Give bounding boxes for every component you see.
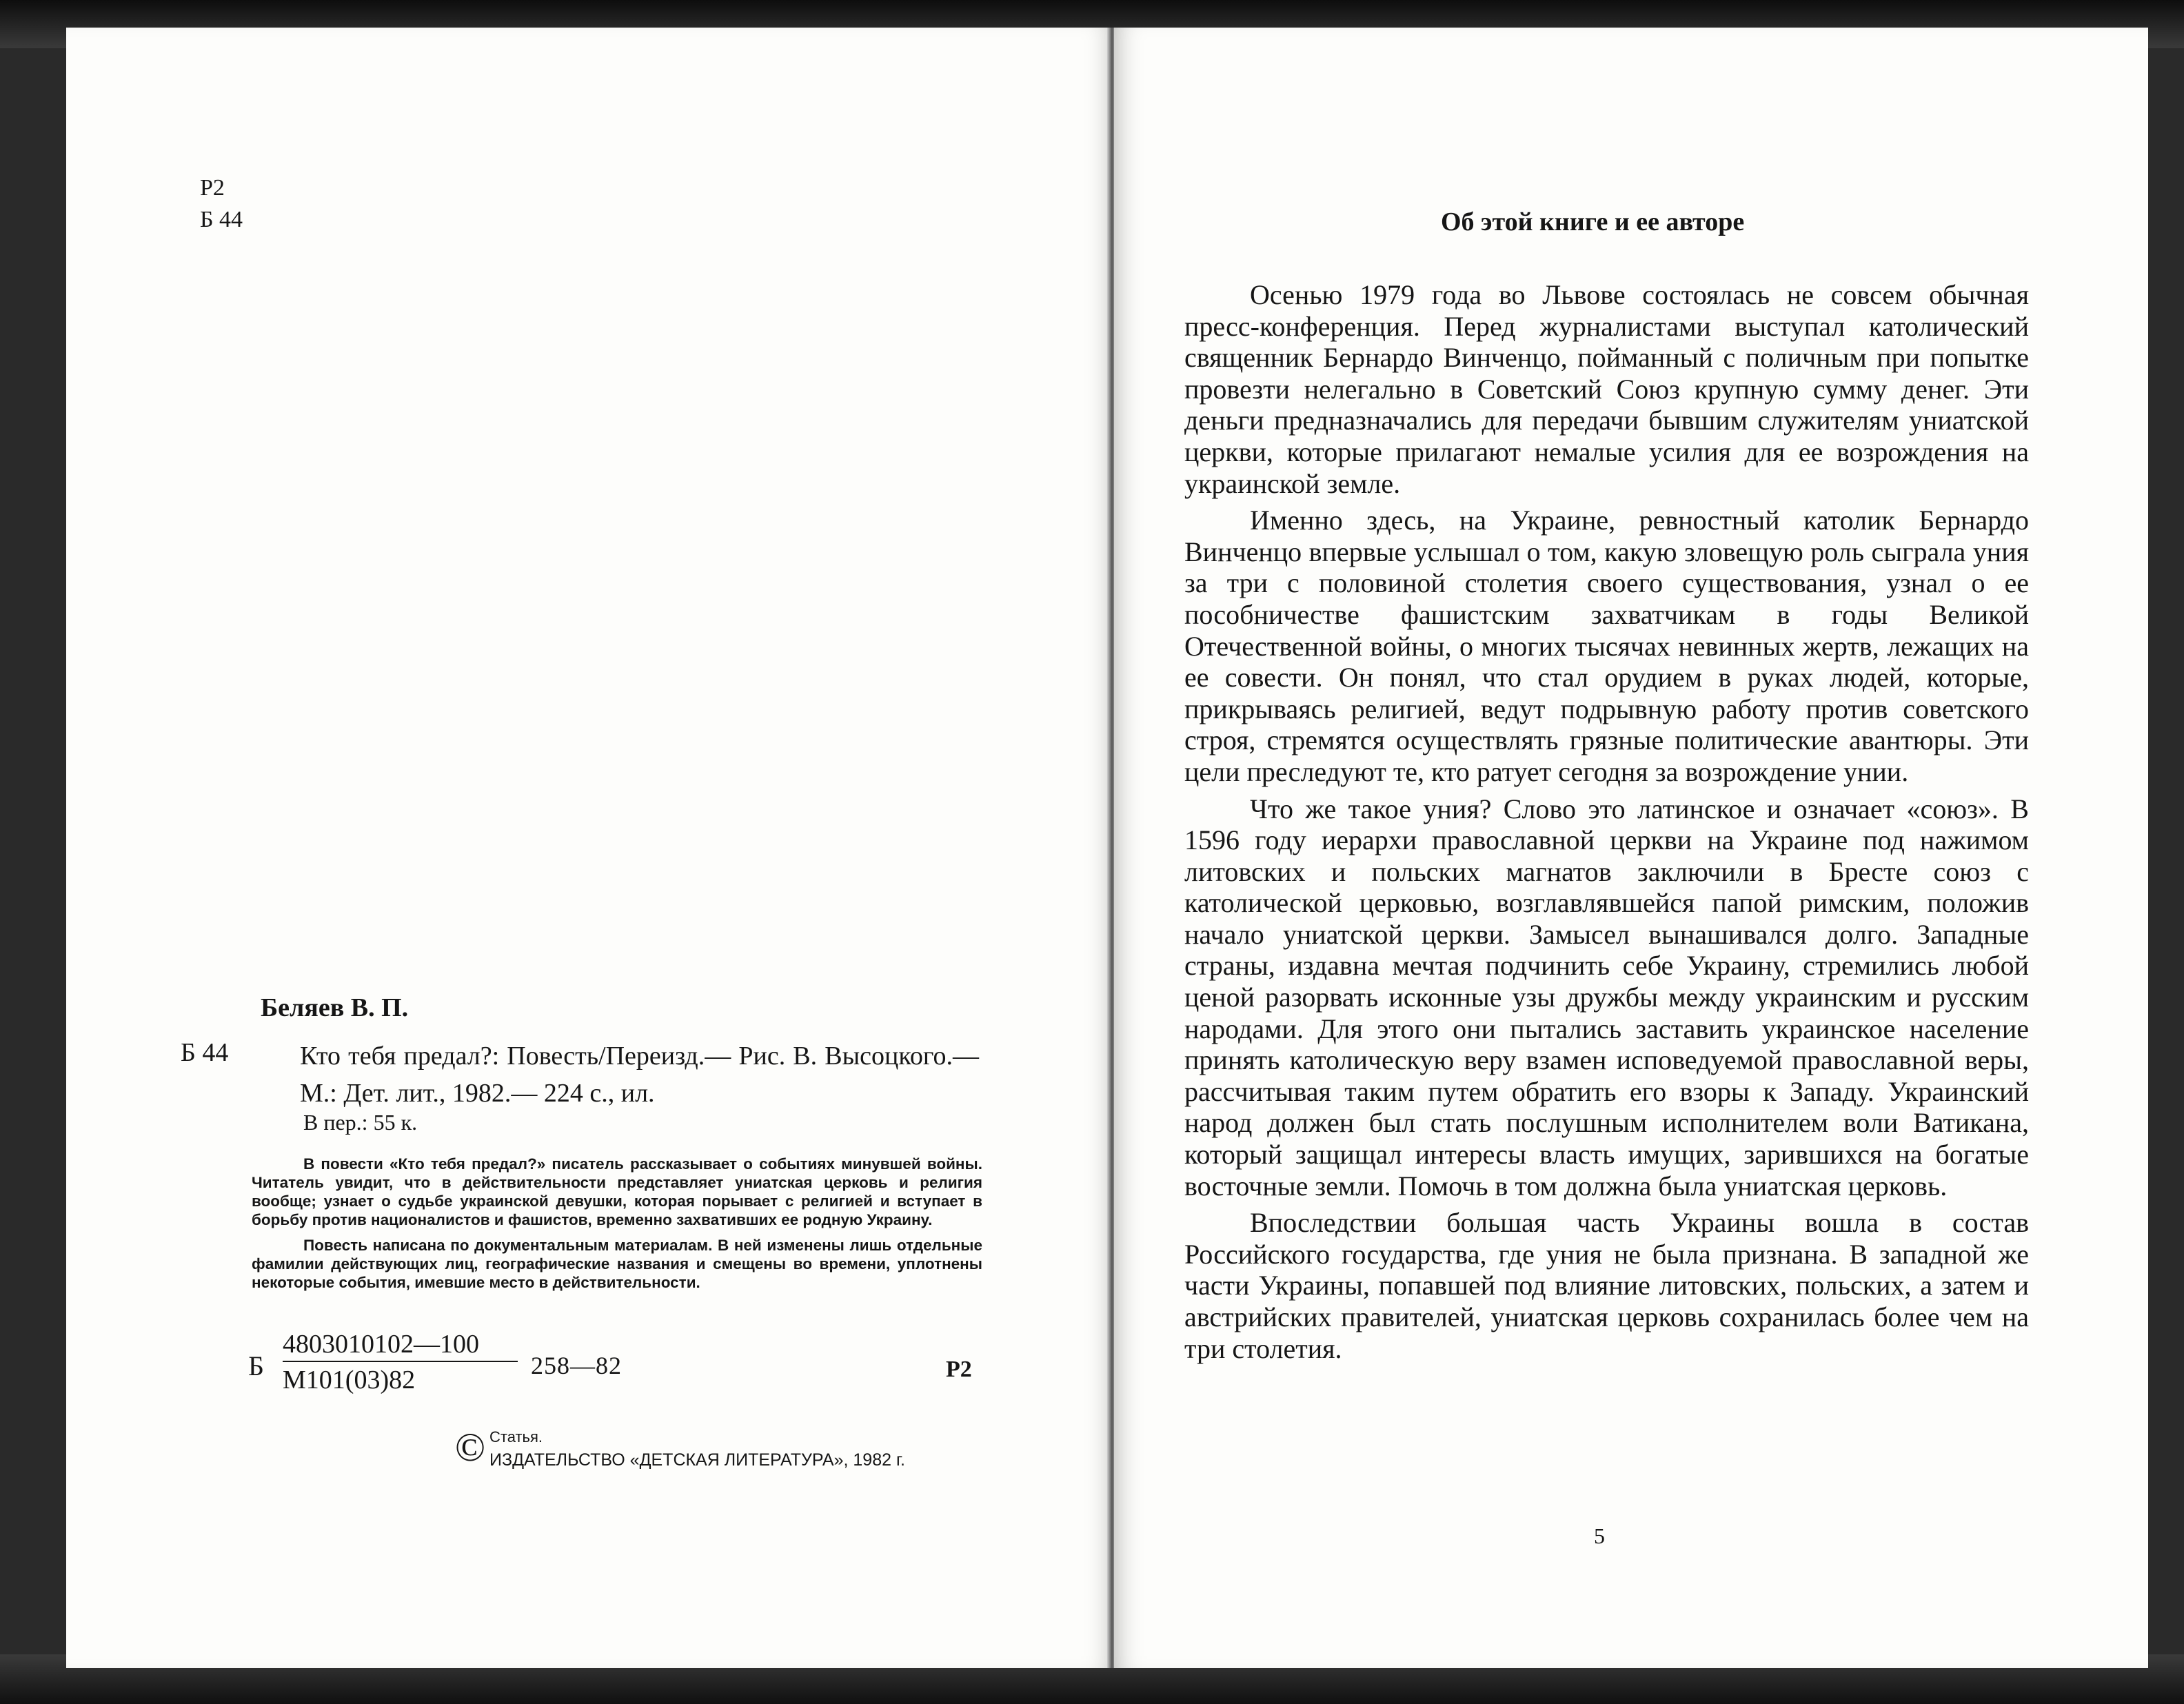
binding-price: В пер.: 55 к. (303, 1110, 418, 1135)
body-paragraph: Впоследствии большая часть Украины вошла в состав Российского государства, где уния не была признана. В западной же части Украины, попавшей под влияние литовских, польских, а затем и австрийских правителей, униатская церковь сохранилась более чем на три столетия. (1184, 1207, 2029, 1364)
copyright-publisher: ИЗДАТЕЛЬСТВО «ДЕТСКАЯ ЛИТЕРАТУРА», 1982 г. (489, 1450, 905, 1470)
formula-class: Р2 (946, 1357, 972, 1382)
left-page (66, 28, 1114, 1668)
formula-denominator: М101(03)82 (283, 1366, 416, 1394)
page-number: 5 (1594, 1523, 1605, 1548)
formula-numerator: 4803010102—100 (283, 1329, 518, 1362)
formula-fraction (283, 1329, 518, 1395)
body-paragraph: Осенью 1979 года во Львове состоялась не совсем обычная пресс-конференция. Перед журналистами выступал католический священник Бернардо Винченцо, пойманный с поличным при попытке провезти нелегально в Советский Союз крупную сумму денег. Эти деньги предназначались для передачи бывшим служителям униатской церкви, которые прилагают немалые усилия для ее возрождения на украинской земле. (1184, 279, 2029, 499)
copyright-label: Статья. (489, 1428, 543, 1446)
annotation-paragraph: В повести «Кто тебя предал?» писатель рассказывает о событиях минувшей войны. Читатель увидит, что в действительности представляет униатская церковь и религия вообще; узнает о судьбе украинской девушки, которая порывает с религией и вступает в борьбу против националистов и фашистов, временно захвативших ее родную Украину. (252, 1155, 982, 1228)
annotation (252, 1155, 982, 1292)
bibliographic-entry: Кто тебя предал?: Повесть/Переизд.— Рис. В. Высоцкого.— М.: Дет. лит., 1982.— 224 с., ил. (300, 1042, 979, 1108)
class-code-line: Б 44 (200, 207, 243, 232)
body-paragraph: Именно здесь, на Украине, ревностный католик Бернардо Винченцо впервые услышал о том, какую зловещую роль сыграла уния за три с половиной столетия своего существования, узнал о ее пособничестве фашистским захватчикам в годы Великой Отечественной войны, о многих тысячах невинных жертв, лежащих на ее совести. Он понял, что стал орудием в руках людей, которые, прикрываясь религией, ведут подрывную работу против советского строя, стремятся осуществлять грязные политические авантюры. Эти цели преследуют те, кто ратует сегодня за возрождение унии. (1184, 505, 2029, 787)
formula-suffix: 258—82 (531, 1352, 622, 1379)
formula-prefix: Б (248, 1350, 264, 1381)
class-code-line: Р2 (200, 175, 225, 201)
index-code: Б 44 (181, 1038, 229, 1067)
copyright-icon: © (455, 1425, 486, 1470)
body-paragraph: Что же такое уния? Слово это латинское и означает «союз». В 1596 году иерархи православной церкви на Украине под нажимом литовских и польских магнатов заключили в Бресте союз с католической церковью, возглавлявшейся папой римским, положив начало униатской церкви. Замысел вынашивался долго. Западные страны, издавна мечтая подчинить себе Украину, стремились любой ценой разорвать исконные узы дружбы между украинским и русским народами. Для этого они пытались заставить украинское население принять католическую веру взамен исповедуемой православной веры, рассчитывая таким путем обратить его взоры к Западу. Украинский народ должен был стать послушным исполнителем воли Ватикана, который защищал интересы власть имущих, зарившихся на богатые восточные земли. Помочь в том должна была униатская церковь. (1184, 793, 2029, 1201)
section-heading: Об этой книге и ее авторе (1441, 207, 1745, 236)
classification-code (200, 172, 243, 236)
annotation-paragraph: Повесть написана по документальным материалам. В ней изменены лишь отдельные фамилии действующих лиц, географические названия и смещены во времени, уплотнены некоторые события, имевшие место в действительности. (252, 1237, 982, 1291)
author-name: Беляев В. П. (261, 993, 409, 1022)
body-text (1184, 279, 2029, 1364)
